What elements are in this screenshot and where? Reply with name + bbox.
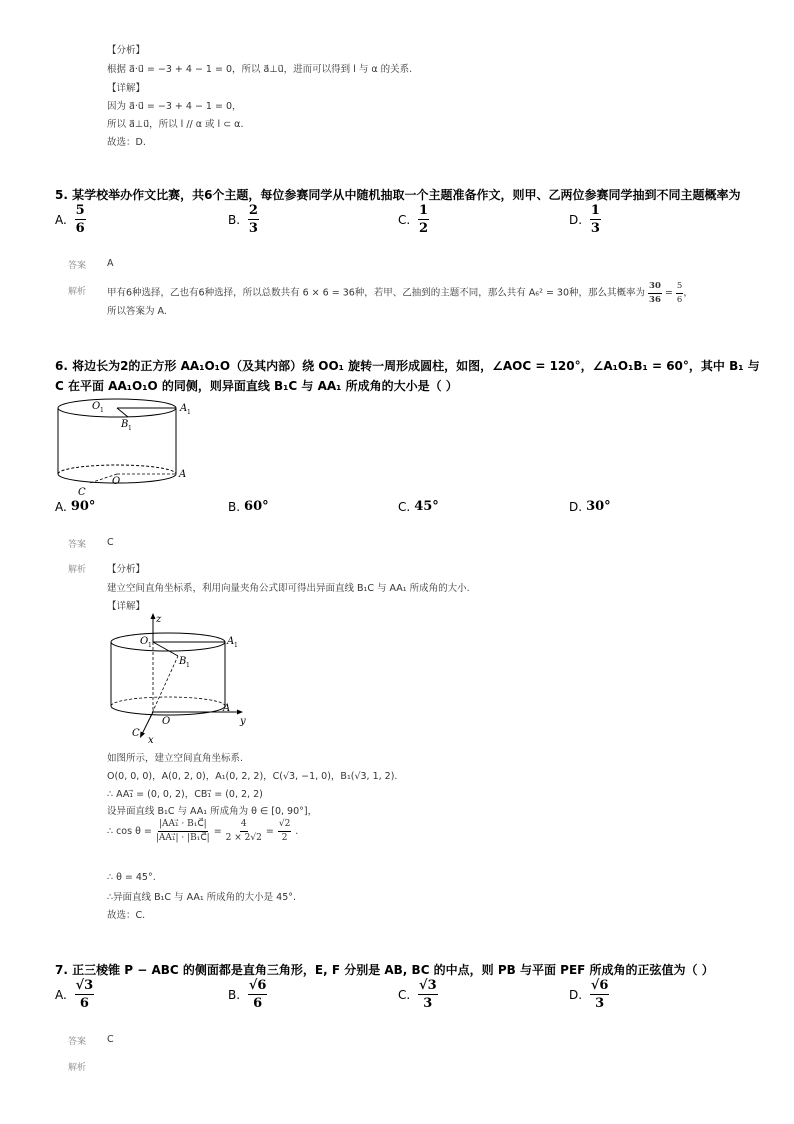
detail-text: O(0, 0, 0)，A(0, 2, 0)，A₁(0, 2, 2)，C(√3, −1, 0)，B₁(√3, 1, 2). bbox=[107, 771, 398, 782]
option-fraction: $\frac{1}{3}$ bbox=[590, 203, 600, 236]
fraction: $\frac{\text{|AA₁⃗ · B₁C⃗|}}{\text{|AA₁⃗| · |B₁C⃗|}}$ bbox=[155, 819, 210, 843]
option-label: C. bbox=[398, 212, 411, 227]
label-b1-sub: 1 bbox=[186, 662, 190, 669]
analysis-text: 甲有6种选择，乙也有6种选择，所以总数共有 6 × 6 = 36种，若甲、乙抽到的主题不同，那么共有 A₆² = 30种，那么其概率为 $\frac{30}{36}$ = $\frac{5}{6}$ ， bbox=[107, 281, 693, 305]
label-o: O bbox=[112, 476, 121, 487]
option-a[interactable] bbox=[55, 499, 95, 514]
option-label: D. bbox=[569, 499, 583, 514]
option-label: C. bbox=[398, 499, 411, 514]
detail-text: 因为 a⃗·u⃗ = −3 + 4 − 1 = 0， bbox=[107, 101, 242, 112]
detail-text: 设异面直线 B₁C 与 AA₁ 所成角为 θ ∈ [0, 90°]， bbox=[107, 806, 318, 817]
option-b[interactable] bbox=[228, 204, 259, 235]
detail-text: ∴ AA₁⃗ = (0, 0, 2)，CB₁⃗ = (0, 2, 2) bbox=[107, 789, 263, 800]
option-d[interactable] bbox=[569, 979, 609, 1010]
option-d[interactable] bbox=[569, 499, 611, 514]
label-o: O bbox=[162, 716, 171, 727]
option-label: A. bbox=[55, 499, 67, 514]
option-fraction: $\frac{√3}{3}$ bbox=[419, 978, 437, 1011]
analysis-label: 解析 bbox=[68, 1063, 87, 1073]
option-label: C. bbox=[398, 987, 411, 1002]
label-a1-sub: 1 bbox=[234, 642, 238, 649]
option-label: B. bbox=[228, 212, 241, 227]
option-fraction: $\frac{√6}{3}$ bbox=[590, 978, 609, 1011]
cosine-formula: ∴ cos θ = $\frac{\text{|AA₁⃗ · B₁C⃗|}}{\text{|AA₁⃗| · |B₁C⃗|}}$ = $\frac{4}{2 \times 2√2}$ = $\frac{√2}{2}$ . bbox=[107, 819, 299, 843]
analysis-heading: 【分析】 bbox=[107, 564, 146, 575]
label-o1-sub: 1 bbox=[100, 407, 104, 414]
option-b[interactable] bbox=[228, 499, 269, 514]
analysis-label: 解析 bbox=[68, 565, 87, 575]
detail-heading: 【详解】 bbox=[107, 601, 146, 612]
option-value: 90° bbox=[70, 499, 96, 514]
analysis-heading: 【分析】 bbox=[107, 45, 146, 56]
label-a1: A bbox=[227, 636, 235, 647]
option-label: D. bbox=[569, 212, 583, 227]
detail-text: ∴异面直线 B₁C 与 AA₁ 所成角的大小是 45°. bbox=[107, 892, 297, 903]
answer-label: 答案 bbox=[68, 261, 87, 271]
label-c: C bbox=[132, 728, 140, 739]
axis-label-z: z bbox=[156, 614, 162, 625]
label-b1: B bbox=[121, 419, 129, 430]
option-label: B. bbox=[228, 987, 241, 1002]
option-fraction: $\frac{√6}{6}$ bbox=[248, 978, 267, 1011]
question-stem: C 在平面 AA₁O₁O 的同侧，则异面直线 B₁C 与 AA₁ 所成角的大小是（ ） bbox=[55, 379, 458, 393]
coordinate-figure bbox=[100, 612, 260, 750]
option-d[interactable] bbox=[569, 204, 601, 235]
label-a: A bbox=[223, 703, 231, 714]
option-a[interactable] bbox=[55, 204, 86, 235]
option-fraction: $\frac{1}{2}$ bbox=[419, 203, 429, 236]
detail-heading: 【详解】 bbox=[107, 83, 146, 94]
answer-value: C bbox=[107, 537, 114, 548]
analysis-text: 根据 a⃗·u⃗ = −3 + 4 − 1 = 0，所以 a⃗⊥u⃗，进而可以得到 l 与 α 的关系. bbox=[107, 64, 413, 75]
detail-text: ∴ θ = 45°. bbox=[107, 872, 156, 883]
option-label: B. bbox=[228, 499, 241, 514]
option-value: 60° bbox=[244, 499, 269, 514]
analysis-label: 解析 bbox=[68, 287, 87, 297]
label-a1: A bbox=[180, 403, 188, 414]
answer-label: 答案 bbox=[68, 1037, 87, 1047]
option-fraction: $\frac{√3}{6}$ bbox=[75, 978, 94, 1011]
label-o1: O bbox=[92, 401, 101, 412]
answer-value: C bbox=[107, 1034, 114, 1045]
option-fraction: $\frac{2}{3}$ bbox=[248, 203, 258, 236]
detail-text: 所以 a⃗⊥u⃗，所以 l // α 或 l ⊂ α. bbox=[107, 119, 244, 130]
option-fraction: $\frac{5}{6}$ bbox=[75, 203, 85, 236]
label-o1: O bbox=[140, 636, 149, 647]
label-o1-sub: 1 bbox=[148, 642, 152, 649]
option-b[interactable] bbox=[228, 979, 267, 1010]
label-b1: B bbox=[179, 656, 187, 667]
fraction: $\frac{√2}{2}$ bbox=[278, 819, 291, 843]
axis-label-x: x bbox=[148, 735, 154, 746]
label-a1-sub: 1 bbox=[187, 409, 191, 416]
option-value: 30° bbox=[586, 499, 611, 514]
question-stem: 5. 某学校举办作文比赛，共6个主题，每位参赛同学从中随机抽取一个主题准备作文，则甲、乙两位参赛同学抽到不同主题概率为 bbox=[55, 188, 741, 202]
answer-label: 答案 bbox=[68, 540, 87, 550]
option-value: 45° bbox=[414, 499, 439, 514]
option-label: A. bbox=[55, 987, 67, 1002]
fraction: $\frac{4}{2 \times 2√2}$ bbox=[225, 819, 262, 843]
label-b1-sub: 1 bbox=[128, 425, 132, 432]
option-c[interactable] bbox=[398, 979, 438, 1010]
question-stem: 7. 正三棱锥 P − ABC 的侧面都是直角三角形，E, F 分别是 AB, BC 的中点，则 PB 与平面 PEF 所成角的正弦值为（ ） bbox=[55, 963, 714, 977]
answer-value: A bbox=[107, 258, 114, 269]
label-c: C bbox=[78, 487, 86, 498]
option-c[interactable] bbox=[398, 204, 429, 235]
option-label: A. bbox=[55, 212, 67, 227]
fraction: $\frac{5}{6}$ bbox=[676, 281, 683, 305]
analysis-text: 所以答案为 A. bbox=[107, 306, 167, 317]
question-stem: 6. 将边长为2的正方形 AA₁O₁O（及其内部）绕 OO₁ 旋转一周形成圆柱，如图，∠AOC = 120°，∠A₁O₁B₁ = 60°，其中 B₁ 与 bbox=[55, 359, 760, 373]
label-a: A bbox=[179, 469, 187, 480]
analysis-text: 建立空间直角坐标系，利用向量夹角公式即可得出异面直线 B₁C 与 AA₁ 所成角的大小. bbox=[107, 583, 470, 594]
cylinder-figure bbox=[50, 395, 190, 497]
option-label: D. bbox=[569, 987, 583, 1002]
option-a[interactable] bbox=[55, 979, 94, 1010]
detail-conclusion: 故选：C. bbox=[107, 910, 146, 921]
detail-conclusion: 故选：D. bbox=[107, 137, 146, 148]
fraction: $\frac{30}{36}$ bbox=[649, 281, 661, 305]
detail-text: 如图所示，建立空间直角坐标系. bbox=[107, 753, 244, 764]
axis-label-y: y bbox=[240, 716, 246, 727]
option-c[interactable] bbox=[398, 499, 439, 514]
